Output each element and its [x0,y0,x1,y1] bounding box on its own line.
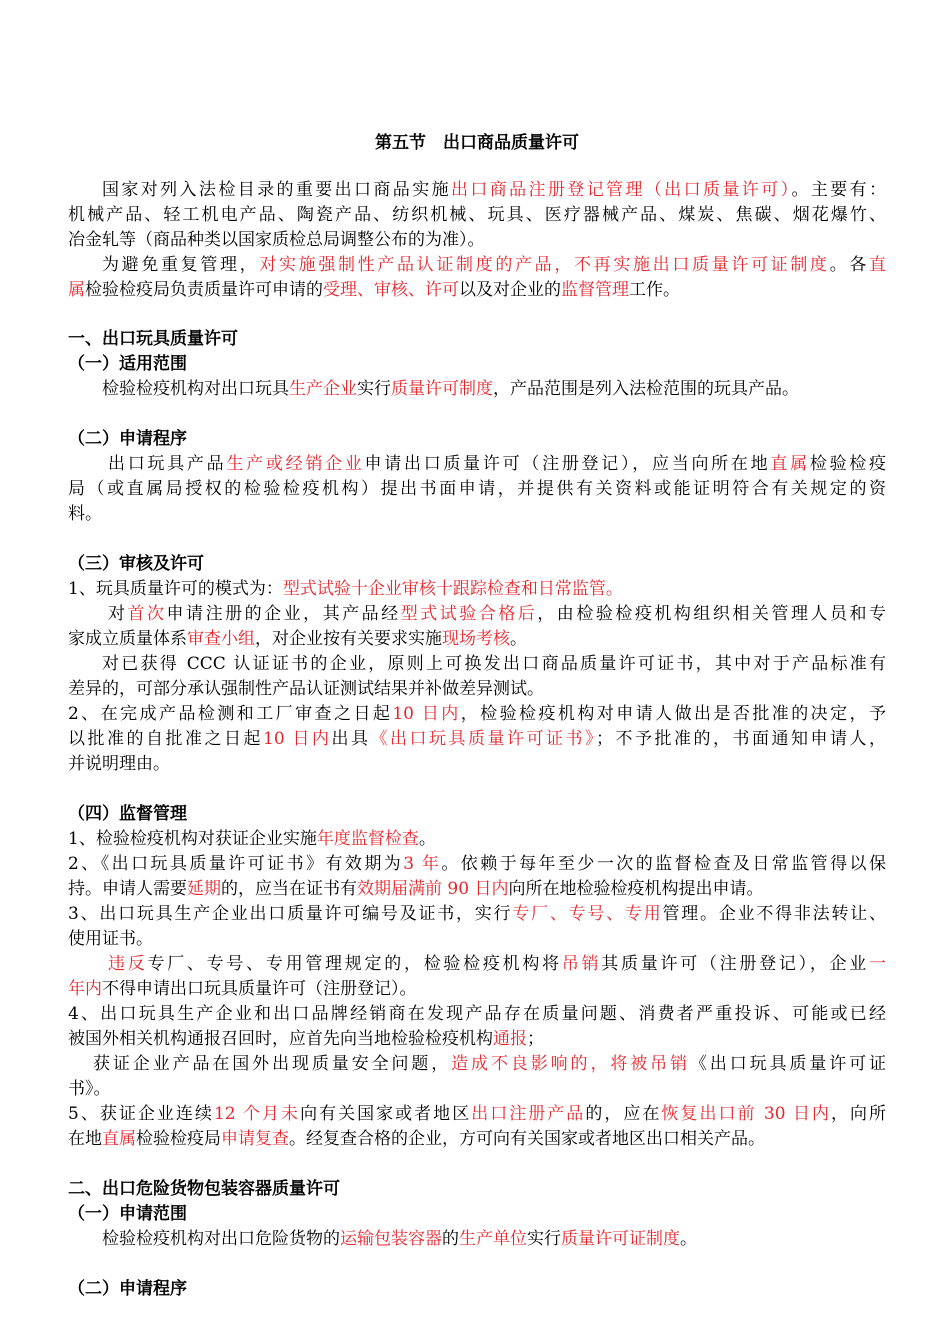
text-segment: 专厂、专号、专用管理规定的，检验检疫机构将 [147,954,562,974]
text-line [68,228,886,253]
section-title: 第五节 出口商品质量许可 [375,133,579,153]
highlighted-text: 10 日内 [392,704,461,724]
highlighted-text: 年内 [68,979,102,999]
text-segment: 料。 [68,504,102,524]
text-segment: 3、出口玩具生产企业出口质量许可编号及证书，实行 [68,904,513,924]
text-segment: 的 [442,1229,459,1249]
text-segment: 以及对企业的 [459,280,561,300]
highlighted-text: 质量许可制度 [391,379,493,399]
text-segment: 的，应在 [585,1104,662,1124]
highlighted-text: 10 日内 [263,729,332,749]
text-line [68,827,886,852]
text-segment: 出口玩具产品 [108,454,227,474]
text-segment: 。 [680,1229,697,1249]
text-segment: 检验检疫机构对出口玩具 [102,379,289,399]
text-line [68,1052,886,1077]
text-segment: 的，应当在证书有 [221,879,357,899]
text-segment: 检验检疫机构对出口危险货物的 [102,1229,340,1249]
text-segment: 冶金轧等（商品种类以国家质检总局调整公布的为准）。 [68,230,485,250]
highlighted-text: 造成不良影响的，将被吊销 [451,1054,690,1074]
text-line [68,1227,886,1252]
text-line [68,702,886,727]
highlighted-text: 直属 [102,1129,136,1149]
text-segment: 管理。企业不得非法转让、 [662,904,886,924]
highlighted-text: 生产或经销企业 [226,454,365,474]
text-segment: 在地 [68,1129,102,1149]
highlighted-text: 属 [68,280,85,300]
text-segment: 书》。 [68,1079,111,1099]
text-segment: 向所在地检验检疫机构提出申请。 [508,879,764,899]
section-heading: 二、出口危险货物包装容器质量许可 [68,1179,340,1199]
text-segment: 。 [418,829,436,849]
text-line [68,377,886,402]
text-segment: 检验检疫局负责质量许可申请的 [85,280,323,300]
highlighted-text: 生产企业 [289,379,357,399]
text-line [68,477,886,502]
text-segment: 。依赖于每年至少一次的监督检查及日常监管得以保 [441,854,886,874]
highlighted-text: 质量许可证制度 [561,1229,680,1249]
text-line [68,1127,886,1152]
section-toy-license [68,327,886,1152]
text-segment: 2、在完成产品检测和工厂审查之日起 [68,704,393,724]
highlighted-text: 直属 [770,454,810,474]
text-segment: 获证企业产品在国外出现质量安全问题， [93,1054,452,1074]
highlighted-text: 3 年 [403,854,442,874]
text-line [68,902,886,927]
highlighted-text: 出口商品注册登记管理（出口质量许可） [450,180,792,200]
section-dangerous-goods-packaging [68,1177,886,1302]
text-segment: 5、获证企业连续 [68,1104,214,1124]
text-segment: 检验检疫局 [136,1129,221,1149]
section-heading: 一、出口玩具质量许可 [68,329,238,349]
highlighted-text: 型式试验合格后 [400,604,538,624]
text-segment: 差异的，可部分承认强制性产品认证测试结果并补做差异测试。 [68,679,544,699]
highlighted-text: 《出口玩具质量许可证书》 [370,729,597,749]
highlighted-text: 违反 [108,954,148,974]
text-segment: 1、检验检疫机构对获证企业实施 [68,829,317,849]
highlighted-text: 对实施强制性产品认证制度的产品，不再实施出口质量许可证制度 [259,255,830,275]
text-line [68,877,886,902]
text-segment: 对 [108,604,128,624]
text-segment: ，向所 [831,1104,886,1124]
highlighted-text: 吊销 [561,954,602,974]
text-line [68,1102,886,1127]
text-segment: 工作。 [629,280,680,300]
highlighted-text: 一 [869,954,886,974]
text-segment: 。 [510,629,527,649]
text-segment: 实行 [357,379,391,399]
text-line [68,278,886,303]
subsection-heading: （二）申请程序 [68,429,187,449]
highlighted-text: 生产单位 [459,1229,527,1249]
text-line [68,253,886,278]
highlighted-text: 直 [869,255,886,275]
highlighted-text: 恢复出口前 30 日内 [661,1104,831,1124]
highlighted-text: 受理、审核、许可 [323,280,459,300]
text-line [68,677,886,702]
subsection-heading: （四）监督管理 [68,804,187,824]
text-segment: 4、出口玩具生产企业和出口品牌经销商在发现产品存在质量问题、消费者严重投诉、可能或已经 [68,1004,886,1024]
text-line [68,203,886,228]
text-line [68,502,886,527]
text-segment: 检验检疫 [809,454,886,474]
text-line [68,977,886,1002]
text-segment: 不得申请出口玩具质量许可（注册登记）。 [102,979,417,999]
highlighted-text: 效期届满前 90 日内 [357,879,509,899]
text-segment: 。经复查合格的企业，方可向有关国家或者地区出口相关产品。 [289,1129,765,1149]
text-line [68,1027,886,1052]
text-line [68,577,886,602]
text-segment: 其质量许可（注册登记），企业 [601,954,870,974]
highlighted-text: 12 个月未 [213,1104,301,1124]
text-segment: 。各 [829,255,870,275]
text-line [68,752,886,777]
text-line [68,927,886,952]
highlighted-text: 型式试验十企业审核十跟踪检查和日常监管。 [282,579,623,599]
text-line [68,852,886,877]
text-segment: 《出口玩具质量许可证 [689,1054,886,1074]
highlighted-text: 审查小组 [187,629,255,649]
text-line [68,1077,886,1102]
text-line [68,452,886,477]
text-segment: 以批准的自批准之日起 [68,729,263,749]
text-line [68,952,886,977]
highlighted-text: 现场考核 [442,629,510,649]
text-segment: ，产品范围是列入法检范围的玩具产品。 [493,379,799,399]
text-line [68,178,886,203]
text-segment: 持。申请人需要 [68,879,187,899]
highlighted-text: 专厂、专号、专用 [512,904,663,924]
text-segment: ； [527,1029,544,1049]
text-segment: 被国外相关机构通报召回时，应首先向当地检验检疫机构 [68,1029,493,1049]
text-segment: 家成立质量体系 [68,629,187,649]
highlighted-text: 通报 [493,1029,527,1049]
text-segment: 向有关国家或者地区 [300,1104,472,1124]
text-segment: ，对企业按有关要求实施 [255,629,442,649]
highlighted-text: 运输包装容器 [340,1229,442,1249]
text-segment: 并说明理由。 [68,754,170,774]
text-segment: 实行 [527,1229,561,1249]
highlighted-text: 出口注册产品 [471,1104,586,1124]
text-segment: 局（或直属局授权的检验检疫机构）提出书面申请，并提供有关资料或能证明符合有关规定的资 [68,479,886,499]
text-segment: 申请出口质量许可（注册登记），应当向所在地 [364,454,771,474]
text-segment: 机械产品、轻工机电产品、陶瓷产品、纺织机械、玩具、医疗器械产品、煤炭、焦碳、烟花爆竹、 [68,205,886,225]
text-segment: 国家对列入法检目录的重要出口商品实施 [102,180,451,200]
text-line [68,602,886,627]
highlighted-text: 延期 [187,879,221,899]
text-line [68,727,886,752]
text-segment: 。主要有： [791,180,886,200]
text-line [68,1002,886,1027]
text-segment: 申请注册的企业，其产品经 [166,604,401,624]
intro-block [68,178,886,303]
subsection-heading: （三）审核及许可 [68,554,204,574]
highlighted-text: 监督管理 [561,280,629,300]
text-segment: 1、玩具质量许可的模式为： [68,579,283,599]
highlighted-text: 年度监督检查 [316,829,419,849]
text-segment: ，检验检疫机构对申请人做出是否批准的决定，予 [460,704,886,724]
text-segment: 出具 [331,729,371,749]
document-page [68,128,886,1302]
highlighted-text: 申请复查 [221,1129,289,1149]
text-line [68,627,886,652]
subsection-heading: （一）申请范围 [68,1204,187,1224]
text-segment: 为避免重复管理， [102,255,260,275]
text-segment: 使用证书。 [68,929,153,949]
text-segment: ，由检验检疫机构组织相关管理人员和专 [537,604,886,624]
highlighted-text: 首次 [127,604,167,624]
text-segment: ；不予批准的，书面通知申请人， [596,729,886,749]
text-segment: 对已获得 CCC 认证证书的企业，原则上可换发出口商品质量许可证书，其中对于产品标准有 [102,654,886,674]
text-line [68,652,886,677]
subsection-heading: （二）申请程序 [68,1279,187,1299]
subsection-heading: （一）适用范围 [68,354,187,374]
text-segment: 2、《出口玩具质量许可证书》有效期为 [68,854,404,874]
